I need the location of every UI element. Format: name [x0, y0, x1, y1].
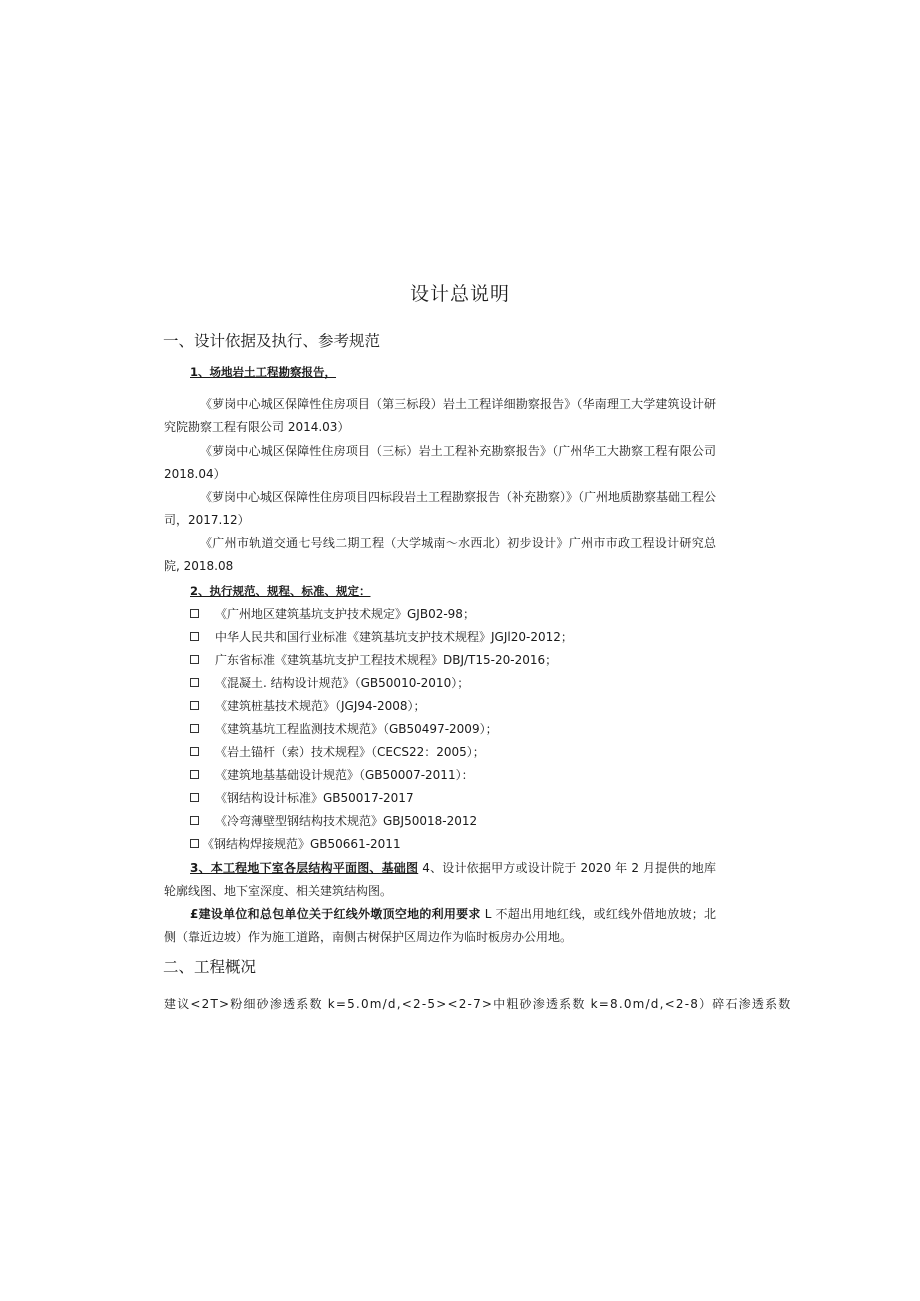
subheading-survey-reports: 1、场地岩土工程勘察报告， — [190, 365, 337, 379]
subheading-standards: 2、执行规范、规程、标准、规定： — [190, 584, 371, 598]
checkbox-icon — [190, 609, 199, 618]
paragraph-body: 4、设计依据甲方或设计院于 2020 年 2 月提供的地库轮廓线图、地下室深度、相关建筑结构图。 — [164, 861, 716, 898]
checkbox-icon — [190, 747, 199, 756]
paragraph-lead: 3、本工程地下室各层结构平面图、基础图 — [190, 861, 419, 875]
paragraph-structural-drawings — [164, 857, 716, 903]
paragraph-site-use — [164, 903, 716, 949]
paragraph-permeability: 建议<2T>粉细砂渗透系数 k=5.0m/d,<2-5><2-7>中粗砂渗透系数 k=8.0m/d,<2-8）碎石渗透系数 — [164, 997, 792, 1011]
checkbox-icon — [190, 816, 199, 825]
standard-text: 《建筑基坑工程监测技术规范》（GB50497-2009）； — [215, 722, 498, 736]
standard-list-item — [190, 789, 414, 806]
standard-list-item — [190, 651, 557, 668]
checkbox-icon — [190, 770, 199, 779]
checkbox-icon — [190, 655, 199, 664]
standard-list-item — [190, 628, 573, 645]
standard-text: 《建筑地基基础设计规范》（GB50007-2011）： — [215, 768, 474, 782]
standard-list-item — [190, 743, 485, 760]
checkbox-icon — [190, 793, 199, 802]
standard-text: 广东省标准《建筑基坑支护工程技术规程》DBJ/T15-20-2016； — [215, 653, 558, 667]
checkbox-icon — [190, 678, 199, 687]
standard-text: 《岩土锚杆（索）技术规程》（CECS22：2005）； — [215, 745, 485, 759]
standard-list-item — [190, 697, 426, 714]
standard-list-item — [190, 812, 477, 829]
standard-list-item — [190, 605, 475, 622]
standard-text: 《建筑桩基技术规范》（JGJ94-2008）； — [215, 699, 426, 713]
standard-text: 《钢结构焊接规范》GB50661-2011 — [202, 837, 401, 851]
standard-text: 《混凝土. 结构设计规范》（GB50010-2010）； — [215, 676, 470, 690]
paragraph-body: L 不超出用地红线，或红线外借地放坡；北侧（靠近边坡）作为施工道路，南侧古树保护区周边作为临时板房办公用地。 — [164, 907, 716, 944]
report-paragraph: 《萝岗中心城区保障性住房项目四标段岩土工程勘察报告（补充勘察）》（广州地质勘察基础工程公司，2017.12） — [164, 490, 717, 527]
standard-text: 《钢结构设计标准》GB50017-2017 — [215, 791, 414, 805]
report-paragraph: 《广州市轨道交通七号线二期工程（大学城南～水西北）初步设计》广州市市政工程设计研究总院, 2018.08 — [164, 536, 716, 573]
checkbox-icon — [190, 632, 199, 641]
report-paragraph: 《萝岗中心城区保障性住房项目（三标）岩土工程补充勘察报告》（广州华工大勘察工程有限公司 2018.04） — [164, 444, 716, 481]
standard-list-item — [190, 766, 474, 783]
checkbox-icon — [190, 839, 199, 848]
section-heading-basis: 一、设计依据及执行、参考规范 — [163, 332, 381, 350]
checkbox-icon — [190, 701, 199, 710]
checkbox-icon — [190, 724, 199, 733]
section-heading-overview: 二、工程概况 — [163, 958, 257, 976]
report-paragraph: 《萝岗中心城区保障性住房项目（第三标段）岩土工程详细勘察报告》（华南理工大学建筑设计研究院勘察工程有限公司 2014.03） — [164, 397, 716, 434]
document-title: 设计总说明 — [409, 283, 510, 305]
standard-list-item — [190, 674, 469, 691]
paragraph-lead: £建设单位和总包单位关于红线外墩顶空地的利用要求 — [190, 907, 481, 921]
standard-list-item — [190, 835, 401, 852]
standard-text: 《冷弯薄壁型钢结构技术规范》GBJ50018-2012 — [215, 814, 478, 828]
standard-text: 《广州地区建筑基坑支护技术规定》GJB02-98； — [215, 607, 475, 621]
standard-list-item — [190, 720, 498, 737]
standard-text: 中华人民共和国行业标准《建筑基坑支护技术规程》JGJl20-2012； — [215, 630, 573, 644]
